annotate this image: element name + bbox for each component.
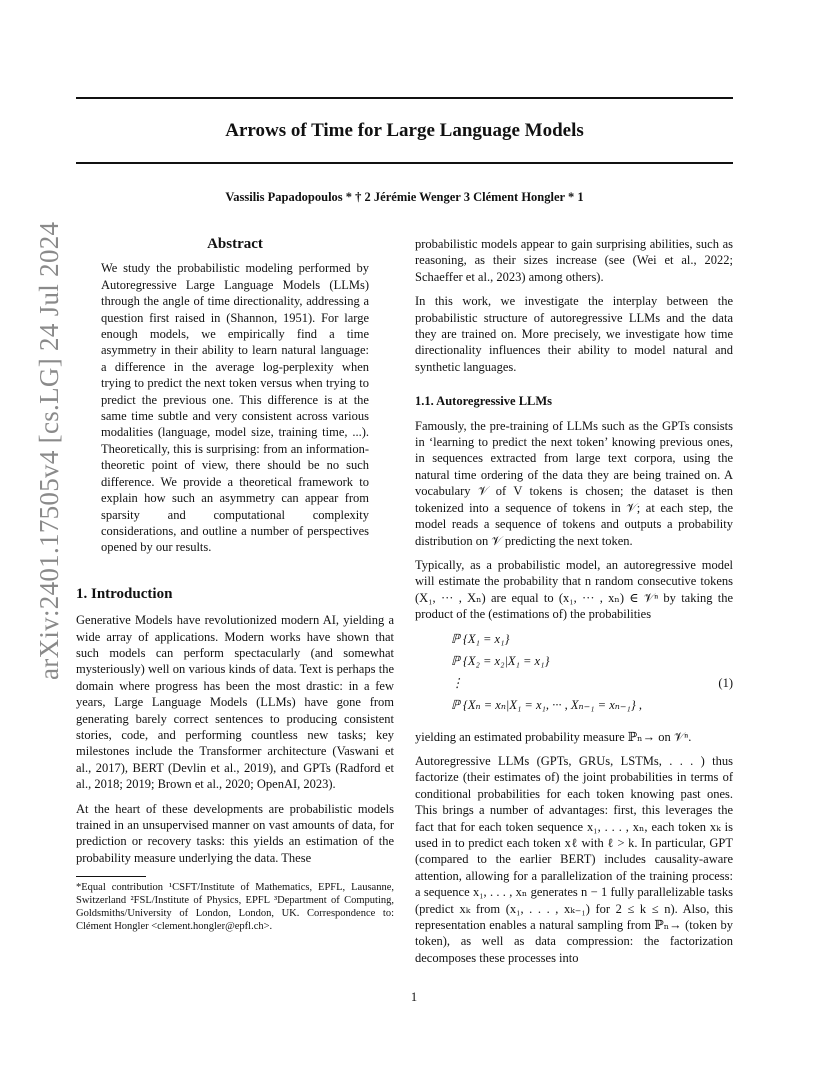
- equation-line-3: ⋮: [451, 675, 464, 690]
- equation-line-1: ℙ {X₁ = x₁}: [451, 631, 510, 646]
- title-bottom-rule: [76, 162, 733, 164]
- intro-paragraph-1: Generative Models have revolutionized modern AI, yielding a wide array of applications. Modern works have shown that such models can perform spectacularly (and somewhat mysteriously) well on various kinds of data. Text is perhaps the domain where progress has been the most drastic: in a few years, Large Language Models (LLMs) have gone from generating barely correct sentences to producing consistent stories, code, and performing countless new tasks; key milestones include the Transformer architecture (Vaswani et al., 2017), BERT (Devlin et al., 2019), and GPTs (Radford et al., 2018; 2019; Brown et al., 2020; OpenAI, 2023).: [76, 613, 394, 792]
- right-paragraph-3: Famously, the pre-training of LLMs such as the GPTs consists in ‘learning to predict the next token’ knowing previous ones, in sequences extracted from large text corpora, using the natural time ordering of the data they are being trained on. A vocabulary 𝒱 of V tokens is chosen; the dataset is then tokenized into a sequence of tokens in 𝒱; at each step, the model reads a sequence of tokens and outputs a probability distribution on 𝒱 predicting the next token.: [415, 418, 733, 548]
- page-number: 1: [410, 990, 418, 1004]
- right-column: [415, 236, 733, 974]
- right-paragraph-1: probabilistic models appear to gain surprising abilities, such as reasoning, as their sizes increase (see (Wei et al., 2022; Schaeffer et al., 2023) among others).: [415, 237, 733, 284]
- right-paragraph-2: In this work, we investigate the interplay between the probabilistic structure of autoregressive LLMs and the data they are trained on. More precisely, we investigate how time directionality influences their ability to model natural and synthetic languages.: [415, 294, 733, 374]
- left-column: [76, 236, 394, 933]
- equation-line-2: ℙ {X₂ = x₂|X₁ = x₁}: [451, 653, 550, 668]
- paper-title: Arrows of Time for Large Language Models: [225, 120, 584, 141]
- abstract: [76, 236, 394, 556]
- right-paragraph-5: yielding an estimated probability measure ℙₙ→ on 𝒱ⁿ.: [415, 729, 692, 744]
- footnote: [76, 876, 394, 933]
- footnote-rule: [76, 876, 146, 877]
- equation-number: (1): [718, 675, 733, 690]
- equation-1: [415, 631, 733, 719]
- footnote-text: *Equal contribution ¹CSFT/Institute of Mathematics, EPFL, Lausanne, Switzerland ²FSL/Institute of Physics, EPFL ³Department of Computing, Goldsmiths/University of London, London, UK. Correspondence to: Clément Hongler <clement.hongler@epfl.ch>.: [76, 882, 394, 933]
- intro-heading: 1. Introduction: [76, 585, 173, 602]
- right-paragraph-4: Typically, as a probabilistic model, an autoregressive model will estimate the probability that n random consecutive tokens (X₁, ··· , Xₙ) are equal to (x₁, ··· , xₙ) ∈ 𝒱ⁿ by taking the product of the (estimations of) the probabilities: [415, 557, 733, 622]
- right-paragraph-6: Autoregressive LLMs (GPTs, GRUs, LSTMs, . . . ) thus factorize (their estimates of) the joint probabilities in terms of conditional probabilities for each token knowing past ones. This brings a number of advantages: first, this leverages the fact that for each token sequence x₁, . . . , xₙ, each token xₖ is used in to predict each token xℓ with ℓ > k. In particular, GPT (compared to the earlier BERT) includes causality-aware attention, allowing for a parallelization of the training process: a sequence x₁, . . . , xₙ generates n − 1 fully parallelizable tasks (predict xₖ from (x₁, . . . , xₖ₋₁) for 2 ≤ k ≤ n). Also, this representation enables a natural sampling from ℙₙ→ (token by token), as well as data compression: the factorization decomposes these processes into: [415, 753, 733, 965]
- abstract-text: We study the probabilistic modeling performed by Autoregressive Large Language Models (LLMs) through the angle of time directionality, addressing a question first raised in (Shannon, 1951). For large enough models, we empirically find a time asymmetry in their ability to learn natural language: a difference in the average log-perplexity when trying to predict the next token versus when trying to predict the previous one. This difference is at the same time subtle and very consistent across various modalities (language, model size, training time, ...). Theoretically, this is surprising: from an information-theoretic point of view, there should be no such difference. We provide a theoretical framework to explain how such an asymmetry can appear from sparsity and computational complexity considerations, and outline a number of perspectives opened by our results.: [101, 261, 369, 555]
- intro-paragraph-2: At the heart of these developments are probabilistic models trained in an unsupervised manner on vast amounts of data, for prediction or recovery tasks: this yields an estimation of the probability measure underlying the data. These: [76, 801, 394, 865]
- title-top-rule: [76, 97, 733, 99]
- abstract-heading: Abstract: [207, 236, 263, 252]
- equation-line-4: ℙ {Xₙ = xₙ|X₁ = x₁, ··· , Xₙ₋₁ = xₙ₋₁} ,: [451, 697, 643, 712]
- arxiv-identifier: arXiv:2401.17505v4 [cs.LG] 24 Jul 2024: [34, 221, 64, 680]
- author-list: Vassilis Papadopoulos * † 2 Jérémie Wenger 3 Clément Hongler * 1: [225, 190, 584, 204]
- subsection-heading: 1.1. Autoregressive LLMs: [415, 394, 553, 409]
